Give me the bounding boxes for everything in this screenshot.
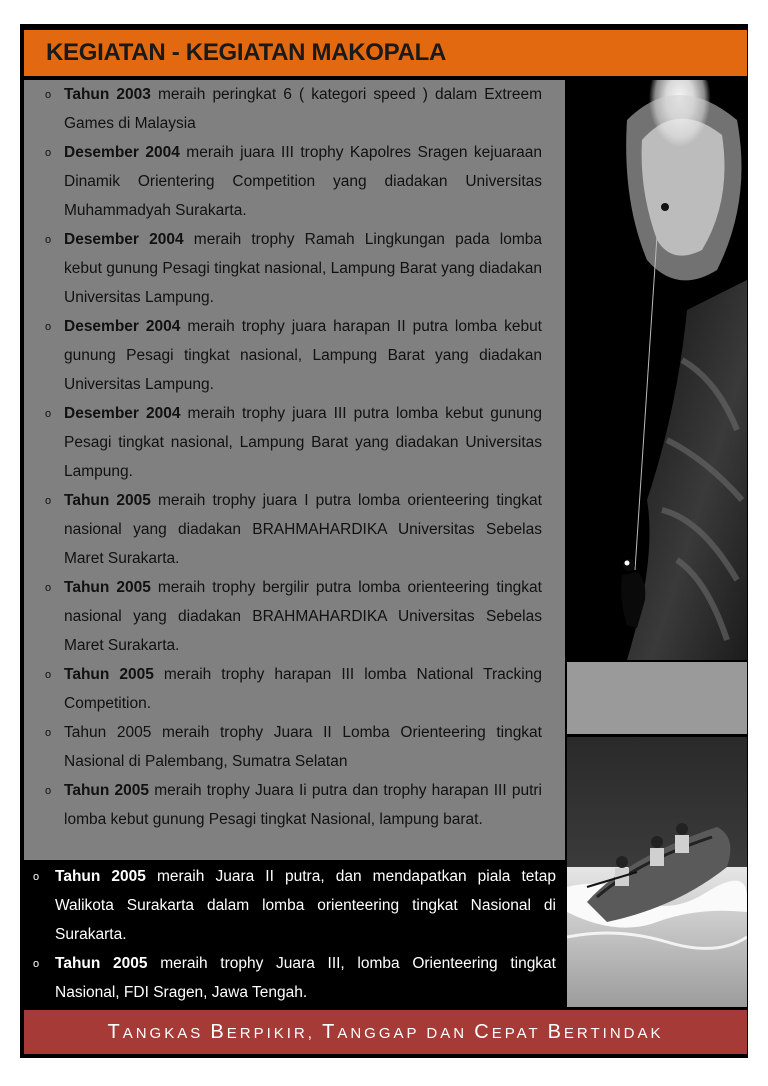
list-item bbox=[45, 776, 542, 834]
bullet-icon: o bbox=[33, 871, 40, 883]
bullet-icon: o bbox=[45, 234, 52, 246]
page-header bbox=[24, 30, 747, 76]
footer-word: TANGKAS bbox=[107, 1021, 204, 1043]
footer-word: CEPAT bbox=[474, 1021, 541, 1043]
footer-word: TANGGAP bbox=[322, 1021, 420, 1043]
item-date: Desember 2004 bbox=[64, 318, 181, 335]
item-date: Tahun 2003 bbox=[64, 86, 151, 103]
footer-word: BERTINDAK bbox=[547, 1021, 664, 1043]
list-item bbox=[45, 399, 542, 486]
item-text: meraih trophy juara III putra lomba kebut gunung Pesagi tingkat nasional, Lampung Barat yang diadakan Universitas Lampung. bbox=[64, 405, 542, 480]
bullet-icon: o bbox=[45, 495, 52, 507]
page-title: KEGIATAN - KEGIATAN MAKOPALA bbox=[46, 39, 447, 66]
list-item bbox=[33, 949, 556, 1007]
achievement-list-dark bbox=[33, 862, 556, 1007]
grey-spacer-box bbox=[567, 662, 747, 734]
list-item bbox=[45, 718, 542, 776]
item-date: Tahun 2005 bbox=[55, 955, 148, 972]
footer-motto bbox=[107, 1021, 664, 1043]
item-date: Tahun 2005 bbox=[64, 666, 154, 683]
bullet-icon: o bbox=[45, 321, 52, 333]
list-item bbox=[45, 486, 542, 573]
cave-climber-photo bbox=[567, 80, 747, 660]
item-text: meraih trophy harapan III lomba National Tracking Competition. bbox=[64, 666, 542, 712]
bullet-icon: o bbox=[45, 727, 52, 739]
list-item bbox=[33, 862, 556, 949]
list-item bbox=[45, 312, 542, 399]
list-item bbox=[45, 660, 542, 718]
item-text: meraih trophy Juara Ii putra dan trophy harapan III putri lomba kebut gunung Pesagi tingkat Nasional, lampung barat. bbox=[64, 782, 542, 828]
item-text: meraih trophy Ramah Lingkungan pada lomba kebut gunung Pesagi tingkat nasional, Lampung Barat yang diadakan Universitas Lampung. bbox=[64, 231, 542, 306]
item-date: Tahun 2005 bbox=[64, 492, 151, 509]
river-rafting-photo bbox=[567, 737, 747, 1007]
bullet-icon: o bbox=[33, 958, 40, 970]
item-date: Desember 2004 bbox=[64, 231, 184, 248]
list-item bbox=[45, 225, 542, 312]
item-date: Tahun 2005 bbox=[55, 868, 146, 885]
bullet-icon: o bbox=[45, 582, 52, 594]
item-text: meraih trophy juara I putra lomba orienteering tingkat nasional yang diadakan BRAHMAHARDIKA Universitas Sebelas Maret Surakarta. bbox=[64, 492, 542, 567]
bullet-icon: o bbox=[45, 147, 52, 159]
item-date: Tahun 2005 bbox=[64, 782, 150, 799]
item-text: Tahun 2005 meraih trophy Juara II Lomba Orienteering tingkat Nasional di Palembang, Sumatra Selatan bbox=[64, 724, 542, 770]
item-text: meraih peringkat 6 ( kategori speed ) dalam Extreem Games di Malaysia bbox=[64, 86, 542, 132]
page-footer bbox=[24, 1010, 747, 1054]
item-text: meraih juara III trophy Kapolres Sragen kejuaraan Dinamik Orientering Competition yang diadakan Universitas Muhammadyah Surakarta. bbox=[64, 144, 542, 219]
list-item bbox=[45, 80, 542, 138]
bullet-icon: o bbox=[45, 89, 52, 101]
item-date: Tahun 2005 bbox=[64, 579, 151, 596]
item-text: meraih trophy Juara III, lomba Orienteering tingkat Nasional, FDI Sragen, Jawa Tengah. bbox=[55, 955, 556, 1001]
item-date: Desember 2004 bbox=[64, 144, 180, 161]
item-text: meraih trophy juara harapan II putra lomba kebut gunung Pesagi tingkat nasional, Lampung Barat yang diadakan Universitas Lampung. bbox=[64, 318, 542, 393]
item-text: meraih trophy bergilir putra lomba orienteering tingkat nasional yang diadakan BRAHMAHARDIKA Universitas Sebelas Maret Surakarta. bbox=[64, 579, 542, 654]
achievement-list bbox=[45, 80, 542, 834]
footer-word: DAN bbox=[426, 1025, 468, 1042]
bullet-icon: o bbox=[45, 408, 52, 420]
bullet-icon: o bbox=[45, 785, 52, 797]
list-item bbox=[45, 138, 542, 225]
list-item bbox=[45, 573, 542, 660]
item-text: meraih Juara II putra, dan mendapatkan piala tetap Walikota Surakarta dalam lomba orienteering tingkat Nasional di Surakarta. bbox=[55, 868, 556, 943]
footer-word: BERPIKIR, bbox=[210, 1021, 315, 1043]
item-date: Desember 2004 bbox=[64, 405, 181, 422]
bullet-icon: o bbox=[45, 669, 52, 681]
